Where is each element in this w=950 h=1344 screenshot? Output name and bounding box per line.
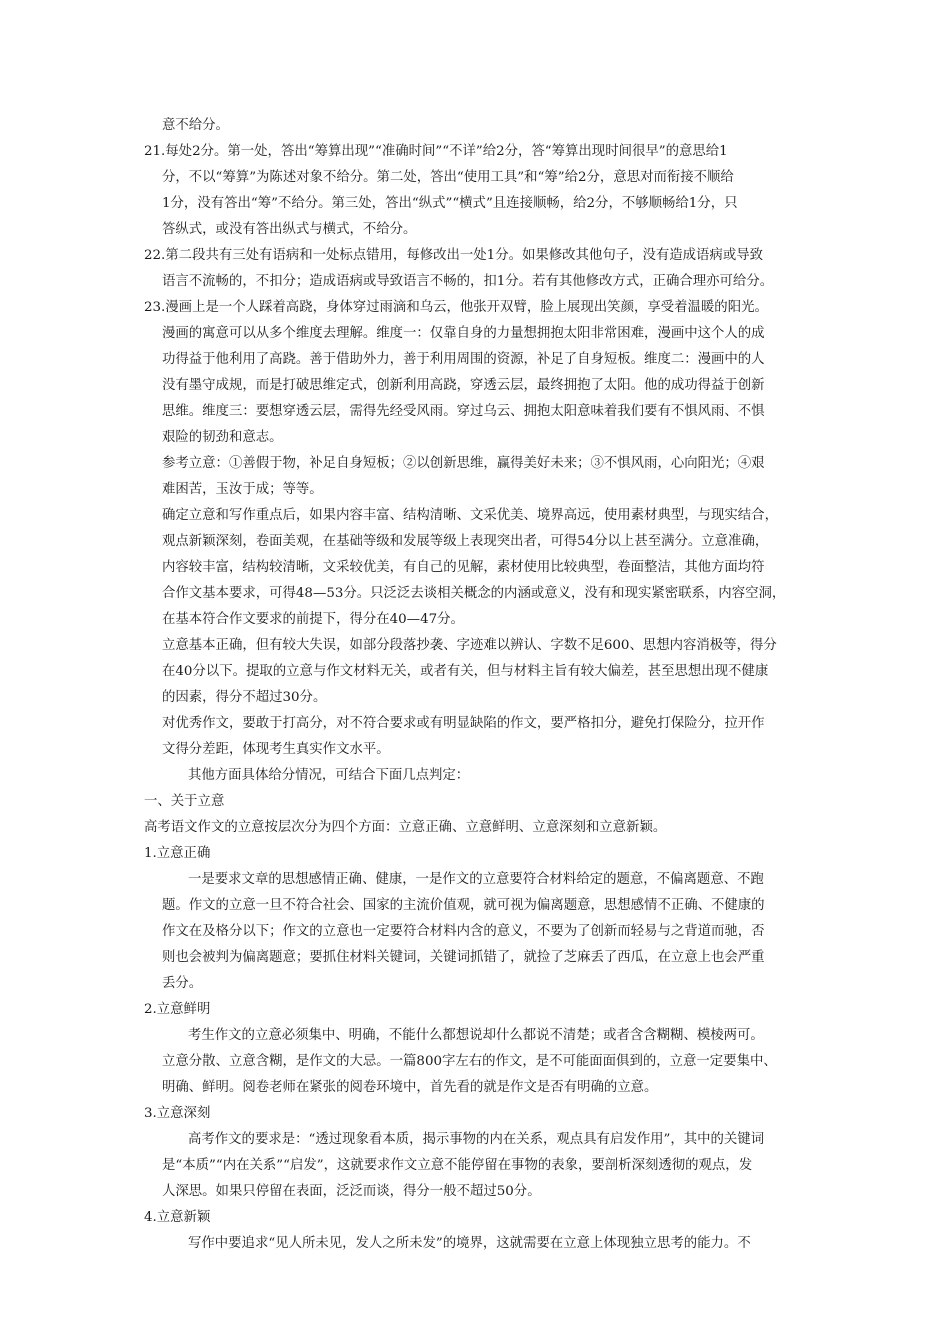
text-line: 23.漫画上是一个人踩着高跷，身体穿过雨滴和乌云，他张开双臂，脸上展现出笑颜，享受着温暖的阳光。 bbox=[144, 300, 768, 315]
text-line: 22.第二段共有三处有语病和一处标点错用，每修改出一处1分。如果修改其他句子，没有造成语病或导致 bbox=[144, 248, 763, 263]
text-line: 艰险的韧劲和意志。 bbox=[162, 430, 283, 445]
text-line: 在基本符合作文要求的前提下，得分在40—47分。 bbox=[162, 612, 464, 627]
text-line: 合作文基本要求，可得48—53分。只泛泛去谈相关概念的内涵或意义，没有和现实紧密联系，内容空洞， bbox=[162, 586, 786, 601]
text-line: 在40分以下。提取的立意与作文材料无关，或者有关，但与材料主旨有较大偏差，甚至思想出现不健康 bbox=[162, 664, 769, 679]
text-line: 没有墨守成规，而是打破思维定式，创新利用高跷，穿透云层，最终拥抱了太阳。他的成功得益于创新 bbox=[162, 378, 765, 393]
text-line: 内容较丰富，结构较清晰，文采较优美，有自己的见解，素材使用比较典型，卷面整洁，其他方面均符 bbox=[162, 560, 765, 575]
text-line: 一是要求文章的思想感情正确、健康，一是作文的立意要符合材料给定的题意，不偏离题意、不跑 bbox=[188, 872, 764, 887]
text-line: 难困苦，玉汝于成；等等。 bbox=[162, 482, 323, 497]
text-line: 人深思。如果只停留在表面，泛泛而谈，得分一般不超过50分。 bbox=[162, 1184, 541, 1199]
text-line: 其他方面具体给分情况，可结合下面几点判定： bbox=[188, 768, 470, 783]
text-line: 文得分差距，体现考生真实作文水平。 bbox=[162, 742, 390, 757]
section-heading: 一、关于立意 bbox=[144, 794, 225, 809]
text-line: 分，不以“筹算”为陈述对象不给分。第二处，答出“使用工具”和“筹”给2分，意思对而衔接不顺给 bbox=[162, 170, 734, 185]
text-line: 1分，没有答出“筹”不给分。第三处，答出“纵式”“横式”且连接顺畅，给2分，不够顺畅给1分，只 bbox=[162, 196, 738, 211]
text-line: 思维。维度三：要想穿透云层，需得先经受风雨。穿过乌云、拥抱太阳意味着我们要有不惧风雨、不惧 bbox=[162, 404, 765, 419]
text-line: 题。作文的立意一旦不符合社会、国家的主流价值观，就可视为偏离题意，思想感情不正确、不健康的 bbox=[162, 898, 765, 913]
text-line: 确定立意和写作重点后，如果内容丰富、结构清晰、文采优美、境界高远，使用素材典型，与现实结合， bbox=[162, 508, 778, 523]
text-line: 漫画的寓意可以从多个维度去理解。维度一：仅靠自身的力量想拥抱太阳非常困难，漫画中这个人的成 bbox=[162, 326, 765, 341]
text-line: 观点新颖深刻，卷面美观，在基础等级和发展等级上表现突出者，可得54分以上甚至满分。立意准确， bbox=[162, 534, 769, 549]
subsection-heading: 3.立意深刻 bbox=[144, 1106, 211, 1121]
text-line: 立意基本正确，但有较大失误，如部分段落抄袭、字迹难以辨认、字数不足600、思想内容消极等，得分 bbox=[162, 638, 777, 653]
text-line: 的因素，得分不超过30分。 bbox=[162, 690, 327, 705]
text-line: 高考语文作文的立意按层次分为四个方面：立意正确、立意鲜明、立意深刻和立意新颖。 bbox=[144, 820, 667, 835]
text-line: 答纵式，或没有答出纵式与横式，不给分。 bbox=[162, 222, 417, 237]
text-line: 考生作文的立意必须集中、明确，不能什么都想说却什么都说不清楚；或者含含糊糊、模棱两可。 bbox=[188, 1028, 764, 1043]
text-line: 对优秀作文，要敢于打高分，对不符合要求或有明显缺陷的作文，要严格扣分，避免打保险分，拉开作 bbox=[162, 716, 765, 731]
text-line: 立意分散、立意含糊，是作文的大忌。一篇800字左右的作文，是不可能面面俱到的，立意一定要集中、 bbox=[162, 1054, 777, 1069]
text-line: 明确、鲜明。阅卷老师在紧张的阅卷环境中，首先看的就是作文是否有明确的立意。 bbox=[162, 1080, 658, 1095]
text-line: 意不给分。 bbox=[162, 118, 229, 133]
text-line: 则也会被判为偏离题意；要抓住材料关键词，关键词抓错了，就捡了芝麻丢了西瓜，在立意上也会严重 bbox=[162, 950, 765, 965]
text-line: 21.每处2分。第一处，答出“筹算出现”“准确时间”“不详”给2分，答“筹算出现时间很早”的意思给1 bbox=[144, 144, 728, 159]
text-line: 参考立意：①善假于物，补足自身短板；②以创新思维，赢得美好未来；③不惧风雨，心向阳光；④艰 bbox=[162, 456, 765, 471]
text-line: 作文在及格分以下；作文的立意也一定要符合材料内含的意义，不要为了创新而轻易与之背道而驰，否 bbox=[162, 924, 765, 939]
text-line: 语言不流畅的，不扣分；造成语病或导致语言不畅的，扣1分。若有其他修改方式，正确合理亦可给分。 bbox=[162, 274, 774, 289]
subsection-heading: 1.立意正确 bbox=[144, 846, 211, 861]
text-line: 功得益于他利用了高跷。善于借助外力，善于利用周围的资源，补足了自身短板。维度二：漫画中的人 bbox=[162, 352, 765, 367]
subsection-heading: 4.立意新颖 bbox=[144, 1210, 211, 1225]
text-line: 高考作文的要求是：“透过现象看本质，揭示事物的内在关系，观点具有启发作用”，其中的关键词 bbox=[188, 1132, 765, 1147]
text-line: 是“本质”“内在关系”“启发”，这就要求作文立意不能停留在事物的表象，要剖析深刻透彻的观点，发 bbox=[162, 1158, 753, 1173]
subsection-heading: 2.立意鲜明 bbox=[144, 1002, 211, 1017]
text-line: 丢分。 bbox=[162, 976, 203, 991]
text-line: 写作中要追求“见人所未见，发人之所未发”的境界，这就需要在立意上体现独立思考的能力。不 bbox=[188, 1236, 751, 1251]
